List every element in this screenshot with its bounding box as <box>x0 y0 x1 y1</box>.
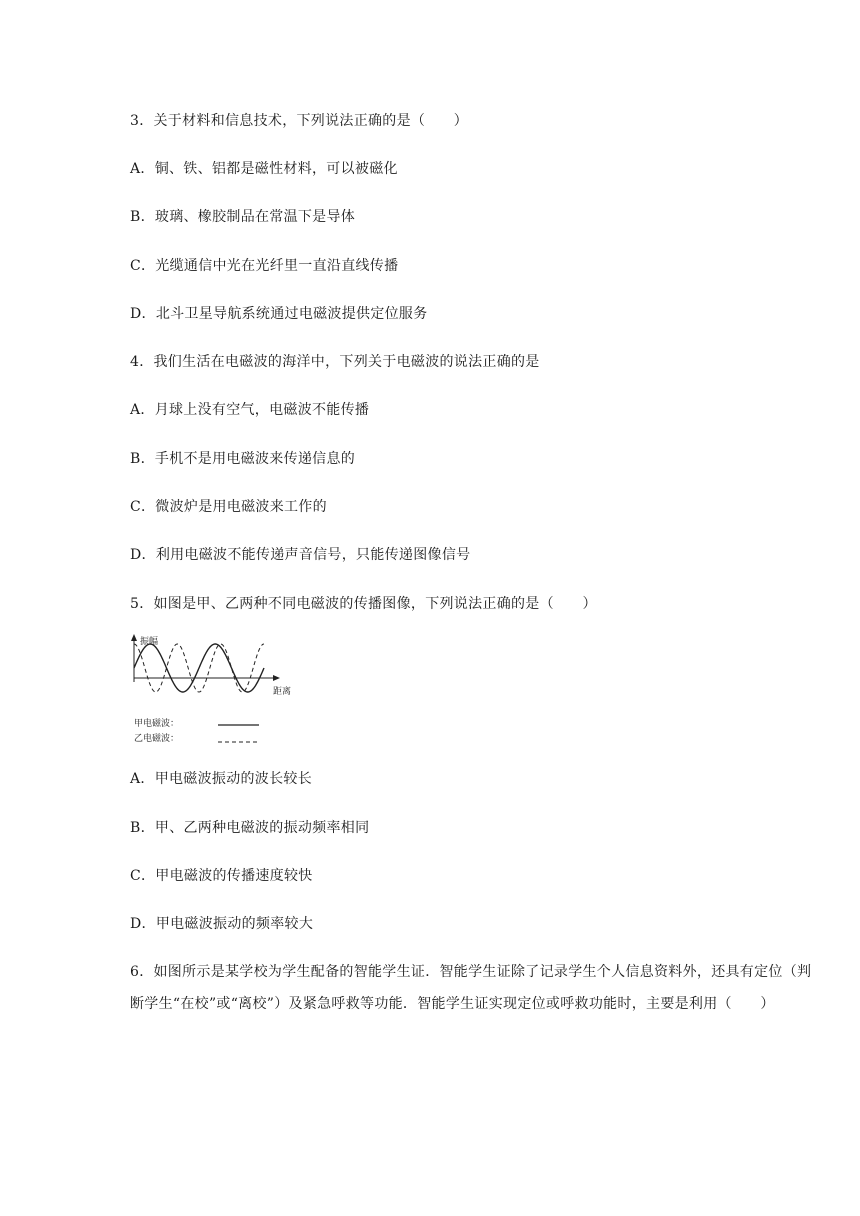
x-axis-label: 距离 <box>273 687 292 697</box>
question-5-stem: 5．如图是甲、乙两种不同电磁波的传播图像，下列说法正确的是（ ） <box>130 596 597 612</box>
legend-label-yi: 乙电磁波： <box>134 734 180 744</box>
question-3-option-a: A．铜、铁、铝都是磁性材料，可以被磁化 <box>130 161 398 177</box>
question-5-option-c: C．甲电磁波的传播速度较快 <box>130 868 313 884</box>
question-4-stem: 4．我们生活在电磁波的海洋中，下列关于电磁波的说法正确的是 <box>130 354 540 370</box>
y-axis-arrow <box>131 634 137 641</box>
question-4-option-d: D．利用电磁波不能传递声音信号，只能传递图像信号 <box>130 547 471 563</box>
y-axis-label: 振幅 <box>140 637 159 647</box>
question-4-option-b: B．手机不是用电磁波来传递信息的 <box>130 451 356 467</box>
question-5-option-d: D．甲电磁波振动的频率较大 <box>130 916 314 932</box>
question-5-option-b: B．甲、乙两种电磁波的振动频率相同 <box>130 820 370 836</box>
wave-figure <box>126 632 316 750</box>
x-axis-arrow <box>273 675 280 681</box>
question-4-option-c: C．微波炉是用电磁波来工作的 <box>130 499 327 515</box>
question-4-option-a: A．月球上没有空气，电磁波不能传播 <box>130 402 370 418</box>
question-6-stem: 6．如图所示是某学校为学生配备的智能学生证．智能学生证除了记录学生个人信息资料外，还具有定位（判断学生“在校”或“离校”）及紧急呼救等功能．智能学生证实现定位或呼救功能时，主要是利用（ ） <box>130 964 812 1012</box>
question-3-option-b: B．玻璃、橡胶制品在常温下是导体 <box>130 209 356 225</box>
question-3-stem: 3．关于材料和信息技术，下列说法正确的是（ ） <box>130 113 469 129</box>
question-3-option-d: D．北斗卫星导航系统通过电磁波提供定位服务 <box>130 306 428 322</box>
question-3-option-c: C．光缆通信中光在光纤里一直沿直线传播 <box>130 258 399 274</box>
wave-jia <box>134 644 264 692</box>
question-5-option-a: A．甲电磁波振动的波长较长 <box>130 771 313 787</box>
wave-diagram <box>126 632 316 750</box>
legend-label-jia: 甲电磁波： <box>134 719 180 729</box>
